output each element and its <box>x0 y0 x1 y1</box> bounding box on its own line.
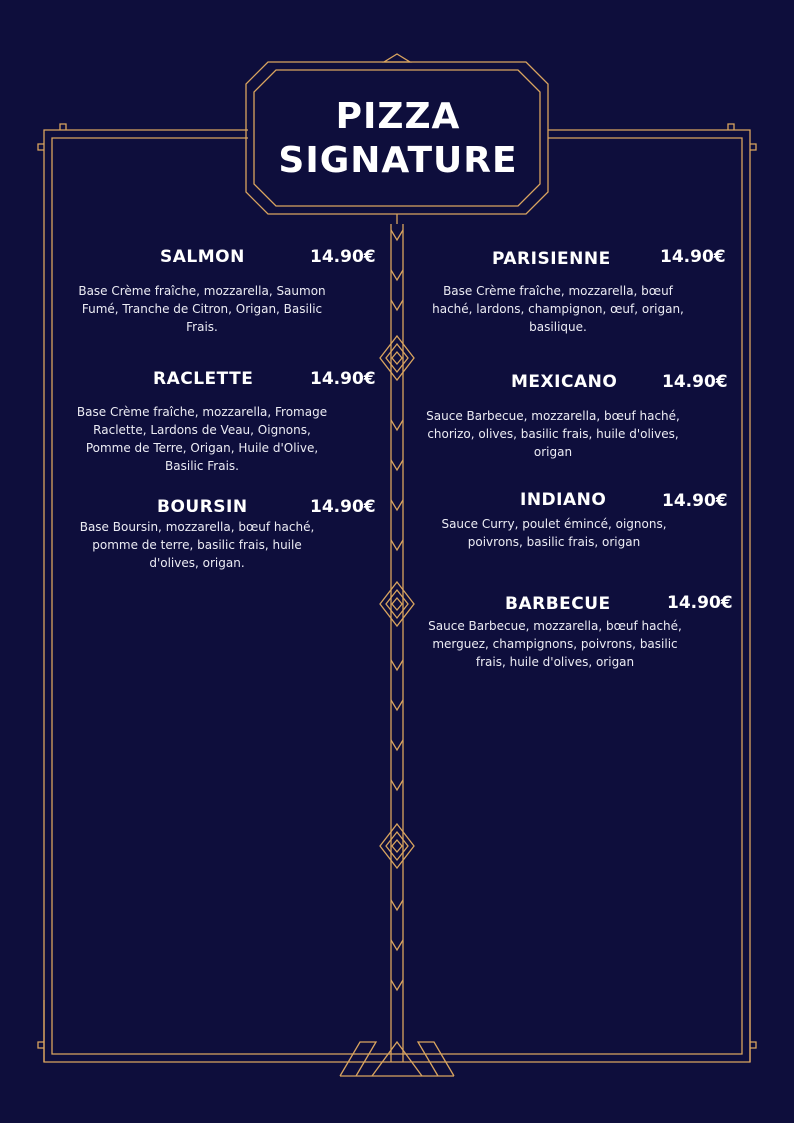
menu-item-description: Sauce Barbecue, mozzarella, bœuf haché, chorizo, olives, basilic frais, huile d'olives, origan <box>426 409 680 459</box>
page-title-line2: SIGNATURE <box>278 140 518 181</box>
menu-item-name: MEXICANO <box>511 372 618 392</box>
menu-item-description: Base Crème fraîche, mozzarella, Fromage Raclette, Lardons de Veau, Oignons, Pomme de Terre, Origan, Huile d'Olive, Basilic Frais. <box>76 405 328 473</box>
menu-item-price: 14.90€ <box>662 491 728 511</box>
menu-item-name: SALMON <box>160 247 245 267</box>
menu-item-description: Sauce Curry, poulet émincé, oignons, poivrons, basilic frais, origan <box>441 517 667 549</box>
menu-item-name: BOURSIN <box>157 497 248 517</box>
menu-item-price: 14.90€ <box>662 372 728 392</box>
page-title-line1: PIZZA <box>335 96 461 137</box>
menu-item-price: 14.90€ <box>667 593 733 613</box>
menu-item-name: RACLETTE <box>153 369 254 389</box>
menu-item-price: 14.90€ <box>310 369 376 389</box>
menu-item-name: INDIANO <box>520 490 607 510</box>
menu-item-description: Base Boursin, mozzarella, bœuf haché, pomme de terre, basilic frais, huile d'olives, origan. <box>79 520 315 570</box>
menu-item-description: Base Crème fraîche, mozzarella, bœuf haché, lardons, champignon, œuf, origan, basilique. <box>432 284 684 334</box>
menu-item-name: BARBECUE <box>505 594 611 614</box>
menu-item-description: Base Crème fraîche, mozzarella, Saumon Fumé, Tranche de Citron, Origan, Basilic Frais. <box>78 284 326 334</box>
menu-item-description: Sauce Barbecue, mozzarella, bœuf haché, merguez, champignons, poivrons, basilic frais, huile d'olives, origan <box>428 619 682 669</box>
menu-item-price: 14.90€ <box>310 247 376 267</box>
menu-item-name: PARISIENNE <box>492 249 611 269</box>
menu-item-price: 14.90€ <box>310 497 376 517</box>
menu-item-price: 14.90€ <box>660 247 726 267</box>
